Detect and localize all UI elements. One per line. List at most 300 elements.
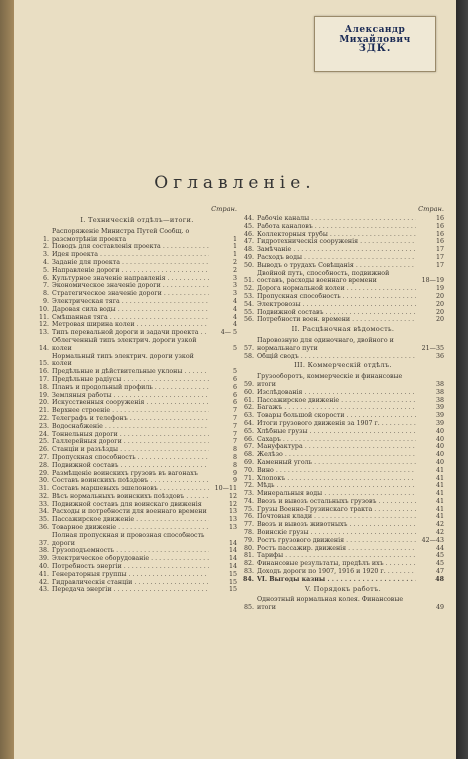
toc-entry-number: 80. (243, 544, 254, 552)
page-title: Оглавленіе. (154, 173, 316, 193)
toc-entry-number: 17. (38, 375, 49, 383)
toc-entry-number: 28. (38, 461, 49, 469)
toc-entry (242, 389, 444, 397)
toc-entry-number: 79. (243, 536, 254, 544)
toc-entry (242, 596, 444, 612)
toc-entry-page: 3 (232, 282, 237, 290)
toc-entry-page: 2 (232, 258, 237, 266)
toc-entry (242, 254, 444, 262)
toc-entry-number: 81. (243, 552, 254, 560)
toc-entry-title: Потребности воен. времени . . . (257, 316, 416, 324)
toc-entry (37, 353, 237, 369)
toc-entry-title: Тоннельныя дороги . . . (52, 431, 209, 439)
toc-list-right-a (242, 215, 444, 324)
toc-entry-number: 18. (38, 383, 49, 391)
toc-entry-page: 15 (228, 570, 237, 578)
toc-entry-title: Верхнее строеніе . . . (52, 407, 209, 415)
toc-entry-title: Пассажирское движеніе . . . (257, 397, 416, 405)
toc-entry-title: Предѣльные и дѣйствительные уклоны . . . (52, 368, 209, 376)
toc-entry-title: Коллекторныя трубы . . . (257, 231, 416, 239)
toc-entry-page: 42 (435, 521, 444, 529)
toc-entry-page: 38 (435, 388, 444, 396)
toc-entry-page: 39 (435, 419, 444, 427)
toc-entry-number: 16. (38, 368, 49, 376)
toc-entry-title: Стратегическое значеніе дороги . . . (52, 290, 209, 298)
toc-entry-number: 9. (42, 297, 49, 305)
toc-entry (37, 477, 237, 485)
toc-entry (37, 368, 237, 376)
toc-entry-number: 15. (38, 360, 49, 368)
toc-entry-number: 14. (38, 344, 49, 352)
toc-entry-number: 11. (38, 313, 49, 321)
toc-entry-page: 13 (228, 508, 237, 516)
toc-entry-page: 18—19 (421, 277, 444, 285)
toc-entry-page: 7 (232, 414, 237, 422)
toc-entry (242, 428, 444, 436)
toc-entry-title: Идея проекта . . . (52, 251, 209, 259)
toc-entry-title: Передача энергіи . . . (52, 586, 209, 594)
toc-entry-number: 78. (243, 529, 254, 537)
toc-entry-title: Работа каналовъ . . . (257, 223, 416, 231)
toc-entry-title: Телеграфъ и телефонъ . . . (52, 415, 209, 423)
toc-entry-number: 38. (38, 547, 49, 555)
toc-entry (242, 467, 444, 475)
toc-entry-number: 2. (42, 243, 49, 251)
toc-entry (37, 298, 237, 306)
toc-entry-page: 7 (232, 430, 237, 438)
toc-entry-title: Грузоподъемность . . . (52, 547, 209, 555)
toc-entry-number: 74. (243, 497, 254, 505)
toc-entry (37, 415, 237, 423)
toc-entry-title: Каменный уголь . . . (257, 459, 416, 467)
toc-entry-page: 38 (435, 396, 444, 404)
toc-entry-title: Выводъ о трудахъ Совѣщанія . . . (257, 262, 416, 270)
toc-entry-number: 62. (243, 404, 254, 412)
toc-entry-page: 48 (435, 575, 444, 583)
toc-entry-title: Ростъ грузового движенія . . . (257, 537, 416, 545)
toc-entry (242, 373, 444, 389)
toc-entry (242, 451, 444, 459)
toc-entry (242, 262, 444, 270)
toc-entry (242, 246, 444, 254)
toc-entry-number: 46. (243, 230, 254, 238)
toc-entry-title: Подвижной составъ . . . (257, 309, 416, 317)
toc-entry-page: 20 (435, 316, 444, 324)
toc-entry (37, 290, 237, 298)
toc-column-right (242, 206, 444, 612)
toc-entry-title: Вино . . . (257, 467, 416, 475)
toc-entry-number: 55. (243, 308, 254, 316)
toc-entry (37, 392, 237, 400)
toc-entry-page: 44 (435, 544, 444, 552)
toc-entry (242, 529, 444, 537)
toc-entry-title: Нормальный типъ электрич. дороги узкой колеи (52, 352, 194, 368)
toc-entry-number: 68. (243, 451, 254, 459)
toc-entry-title: Электровозы . . . (257, 301, 416, 309)
toc-entry-number: 12. (38, 321, 49, 329)
book-spine (0, 0, 14, 759)
toc-entry (37, 508, 237, 516)
toc-entry (37, 438, 237, 446)
toc-entry-title: Галлерейныя дороги . . . (52, 438, 209, 446)
toc-entry-title: Замѣчаніе . . . (257, 246, 416, 254)
toc-entry-number: 54. (243, 300, 254, 308)
toc-entry-title: Даровая сила воды . . . (52, 306, 209, 314)
library-label-line2: ЗДК. (358, 43, 392, 54)
toc-entry (37, 423, 237, 431)
toc-entry-number: 7. (42, 282, 49, 290)
toc-entry-page: 21—35 (421, 344, 444, 352)
toc-entry (37, 485, 237, 493)
toc-entry-page: 14 (228, 555, 237, 563)
toc-entry-number: 39. (38, 555, 49, 563)
toc-entry (242, 397, 444, 405)
toc-entry (37, 337, 237, 353)
toc-entry-page: 8 (232, 461, 237, 469)
toc-entry-title: Распоряженіе Министра Путей Сообщ. о разсмотрѣніи проекта (52, 227, 190, 243)
toc-entry-page: 38 (435, 380, 444, 388)
toc-entry-title: Минеральныя воды . . . (257, 490, 416, 498)
toc-entry-number: 45. (243, 222, 254, 230)
toc-entry (37, 446, 237, 454)
toc-entry-title: Подвижной составъ . . . (52, 462, 209, 470)
toc-entry (242, 537, 444, 545)
toc-entry-page: 6 (232, 375, 237, 383)
toc-entry-page: 8 (232, 453, 237, 461)
toc-entry-page: 6 (232, 383, 237, 391)
toc-entry (37, 532, 237, 548)
toc-entry-number: 3. (42, 251, 49, 259)
toc-entry-page: 45 (435, 552, 444, 560)
toc-entry-title: Заданіе для проекта . . . (52, 259, 209, 267)
toc-entry-page: 7 (232, 407, 237, 415)
toc-entry-page: 2 (232, 266, 237, 274)
toc-entry (242, 270, 444, 286)
toc-entry (37, 306, 237, 314)
toc-entry-title: Водоснабженіе . . . (52, 423, 209, 431)
toc-entry-page: 40 (435, 435, 444, 443)
toc-entry-title: Доходъ дороги по 1907, 1916 и 1920 г. . . . (257, 568, 416, 576)
toc-entry (242, 498, 444, 506)
toc-entry-title: Грузы Военно-Грузинскаго тракта . . . (257, 506, 416, 514)
toc-entry-title: Размѣщеніе воинскихъ грузовъ въ вагонахъ (52, 469, 198, 477)
toc-entry-page: 15 (228, 578, 237, 586)
toc-entry-page: 4 (232, 321, 237, 329)
toc-entry-title: Почтовыя клади . . . (257, 513, 416, 521)
toc-entry-page: 14 (228, 547, 237, 555)
section-heading: I. Техническій отдѣлъ—итоги. (80, 216, 194, 224)
toc-entry (37, 579, 237, 587)
toc-entry-page: 40 (435, 458, 444, 466)
toc-entry-page: 41 (435, 513, 444, 521)
toc-entry-number: 83. (243, 568, 254, 576)
toc-entry-title: Ростъ пассажир. движенія . . . (257, 545, 416, 553)
toc-entry-number: 13. (38, 329, 49, 337)
toc-entry-title: Типъ перевальной дороги и задачи проекта . . . (52, 329, 209, 337)
toc-entry-page: 39 (435, 404, 444, 412)
toc-entry-page: 17 (435, 261, 444, 269)
toc-entry (242, 316, 444, 324)
toc-entry-page: 9 (232, 469, 237, 477)
toc-entry-number: 66. (243, 435, 254, 443)
toc-entry-page: 7 (232, 438, 237, 446)
toc-entry (37, 259, 237, 267)
page (14, 0, 456, 759)
toc-entry (37, 431, 237, 439)
toc-entry-number: 10. (38, 305, 49, 313)
toc-entry-number: 30. (38, 477, 49, 485)
toc-entry (242, 545, 444, 553)
toc-entry-number: 34. (38, 508, 49, 516)
toc-entry-page: 17 (435, 253, 444, 261)
toc-entry (37, 407, 237, 415)
toc-entry-number: 49. (243, 253, 254, 261)
toc-entry-number: 32. (38, 492, 49, 500)
toc-entry-page: 12 (228, 492, 237, 500)
toc-entry (37, 243, 237, 251)
toc-entry-number: 65. (243, 427, 254, 435)
toc-entry-number: 44. (243, 215, 254, 222)
toc-entry (37, 462, 237, 470)
toc-entry-title: Вѣсъ нормальныхъ воинскихъ поѣздовъ . . . (52, 493, 209, 501)
toc-entry-number: 5. (42, 266, 49, 274)
toc-entry (242, 231, 444, 239)
toc-entry-title: Генераторныя группы . . . (52, 571, 209, 579)
toc-entry-title: Смѣшанная тяга . . . (52, 314, 209, 322)
book-edge (456, 0, 468, 759)
toc-entry-page: 47 (435, 568, 444, 576)
toc-entry-number: 26. (38, 446, 49, 454)
toc-entry (242, 309, 444, 317)
toc-entry-title: VI. Выгоды казны . . . (257, 576, 416, 584)
toc-entry-page: 36 (435, 352, 444, 360)
toc-entry-number: 77. (243, 521, 254, 529)
toc-entry-number: 56. (243, 316, 254, 324)
toc-entry-title: Изслѣдованія . . . (257, 389, 416, 397)
toc-entry-page: 15 (228, 586, 237, 594)
toc-entry (242, 223, 444, 231)
toc-entry-number: 51. (243, 277, 254, 285)
toc-entry-page: 20 (435, 308, 444, 316)
toc-column-left (37, 206, 237, 594)
toc-entry-number: 61. (243, 396, 254, 404)
toc-entry-page: 9 (232, 477, 237, 485)
toc-entry-title: Итоги грузового движенія за 1907 г. . . . (257, 420, 416, 428)
toc-entry-title: Гидротехническія сооруженія . . . (257, 238, 416, 246)
toc-entry-page: 6 (232, 399, 237, 407)
toc-entry (37, 501, 237, 509)
toc-entry-page: 4— 5 (220, 329, 237, 337)
toc-entry-number: 37. (38, 539, 49, 547)
library-label (314, 16, 436, 72)
toc-entry (37, 586, 237, 594)
toc-entry-number: 41. (38, 570, 49, 578)
toc-entry-number: 69. (243, 458, 254, 466)
toc-entry-title: Электрическая тяга . . . (52, 298, 209, 306)
toc-entry-number: 8. (42, 290, 49, 298)
section-heading: II. Расцѣночная вѣдомость. (291, 325, 395, 334)
toc-entry-number: 82. (243, 560, 254, 568)
toc-entry-title: Товарное движеніе . . . (52, 524, 209, 532)
toc-entry-title: Предѣльные радіусы . . . (52, 376, 209, 384)
toc-entry-title: Хлѣбные грузы . . . (257, 428, 416, 436)
toc-list-right-b (242, 337, 444, 360)
toc-entry-number: 64. (243, 419, 254, 427)
toc-entry-page: 1 (232, 243, 237, 251)
page-column-header: Стран. (418, 205, 444, 213)
toc-entry-title: Расходы и потребности для военнаго времени (52, 508, 207, 516)
toc-entry (242, 404, 444, 412)
toc-entry-number: 75. (243, 505, 254, 513)
toc-entry-title: Планъ и продольный профиль . . . (52, 384, 209, 392)
toc-entry (242, 436, 444, 444)
toc-entry-title: Метровая ширина колеи . . . (52, 321, 209, 329)
toc-entry-title: Подвижной составъ для воинскаго движенія (52, 500, 202, 508)
toc-entry (242, 490, 444, 498)
toc-entry-number: 76. (243, 513, 254, 521)
toc-entry-number: 4. (42, 258, 49, 266)
toc-entry-title: Потребность энергіи . . . (52, 563, 209, 571)
toc-entry-number: 52. (243, 285, 254, 293)
toc-entry-page: 45 (435, 560, 444, 568)
toc-entry-title: Полная пропускная и провозная способность дороги (52, 531, 205, 547)
toc-entry-number: 29. (38, 469, 49, 477)
toc-entry (37, 321, 237, 329)
toc-entry-title: Хлопокъ . . . (257, 475, 416, 483)
toc-entry-page: 16 (435, 215, 444, 222)
toc-entry-page: 16 (435, 222, 444, 230)
toc-entry-title: Пропускная способность . . . (52, 454, 209, 462)
toc-entry-page: 4 (232, 305, 237, 313)
toc-entry-number: 36. (38, 524, 49, 532)
toc-entry (37, 454, 237, 462)
toc-entry-number: 60. (243, 388, 254, 396)
toc-entry (242, 513, 444, 521)
toc-entry (37, 228, 237, 244)
toc-entry-title: Расходъ воды . . . (257, 254, 416, 262)
toc-entry-number: 25. (38, 438, 49, 446)
toc-entry-number: 22. (38, 414, 49, 422)
toc-entry-title: Финансовые результаты, предѣлъ ихъ . . . (257, 560, 416, 568)
toc-entry (242, 293, 444, 301)
toc-entry-title: Сахаръ . . . (257, 436, 416, 444)
toc-entry-number: 6. (42, 274, 49, 282)
toc-entry-number: 21. (38, 407, 49, 415)
toc-entry-number: 40. (38, 563, 49, 571)
toc-entry-number: 47. (243, 238, 254, 246)
toc-entry-page: 20 (435, 300, 444, 308)
toc-entry (37, 516, 237, 524)
toc-entry-title: Станціи и разъѣзды . . . (52, 446, 209, 454)
toc-entry-page: 6 (232, 391, 237, 399)
toc-entry-title: Рабочіе каналы . . . (257, 215, 416, 223)
toc-entry (37, 547, 237, 555)
toc-entry-page: 39 (435, 412, 444, 420)
toc-entry (242, 301, 444, 309)
toc-list-left (37, 228, 237, 594)
toc-entry-page: 41 (435, 497, 444, 505)
toc-entry (242, 215, 444, 223)
toc-entry-page: 16 (435, 230, 444, 238)
toc-entry-page: 14 (228, 563, 237, 571)
toc-entry-number: 73. (243, 490, 254, 498)
toc-entry-page: 5 (232, 344, 237, 352)
toc-entry-title: Общій сводъ . . . (257, 353, 416, 361)
toc-entry-number: 27. (38, 453, 49, 461)
toc-entry-number: 48. (243, 246, 254, 254)
toc-entry-number: 42. (38, 578, 49, 586)
toc-entry-page: 7 (232, 422, 237, 430)
toc-entry-number: 1. (42, 235, 49, 243)
toc-entry-page: 1 (232, 235, 237, 243)
toc-entry-page: 40 (435, 427, 444, 435)
toc-entry-title: Направленіе дороги . . . (52, 267, 209, 275)
toc-entry-title: Составъ маршевыхъ эшелоновъ . . . (52, 485, 209, 493)
toc-entry-number: 20. (38, 399, 49, 407)
toc-entry-title: Двойной путь, способность, подвижной составъ, расходы военнаго времени (257, 269, 390, 285)
toc-entry (242, 353, 444, 361)
toc-entry-number: 50. (243, 261, 254, 269)
toc-entry-page: 20 (435, 292, 444, 300)
toc-entry (242, 443, 444, 451)
toc-entry-number: 70. (243, 466, 254, 474)
toc-entry (37, 524, 237, 532)
toc-entry-number: 19. (38, 391, 49, 399)
toc-entry-number: 58. (243, 352, 254, 360)
toc-entry-title: Дорога нормальной колеи . . . (257, 285, 416, 293)
toc-entry (242, 552, 444, 560)
toc-entry-title: Паровозную для одиночнаго, двойного и нормальнаго пути (257, 336, 394, 352)
toc-entry-number: 84. (243, 575, 254, 583)
toc-list-right-c (242, 373, 444, 584)
toc-entry (37, 470, 237, 478)
toc-entry-number: 43. (38, 586, 49, 594)
toc-entry-page: 13 (228, 516, 237, 524)
toc-entry-title: Пропускная способность . . . (257, 293, 416, 301)
toc-entry-number: 71. (243, 474, 254, 482)
toc-entry-page: 4 (232, 297, 237, 305)
toc-entry-title: Мѣдь . . . (257, 482, 416, 490)
toc-entry-title: Багажъ . . . (257, 404, 416, 412)
toc-entry-title: Культурное значеніе направленія . . . (52, 275, 209, 283)
library-label-line1: Александр Михайлович (339, 25, 411, 45)
toc-entry (242, 238, 444, 246)
toc-entry (37, 399, 237, 407)
toc-entry (37, 275, 237, 283)
toc-entry-page: 40 (435, 443, 444, 451)
toc-entry-page: 10—11 (214, 485, 237, 493)
toc-entry-number: 35. (38, 516, 49, 524)
toc-entry-title: Ввозъ и вывозъ остальныхъ грузовъ . . . (257, 498, 416, 506)
toc-entry-page: 19 (435, 285, 444, 293)
toc-entry-number: 31. (38, 485, 49, 493)
toc-entry (242, 285, 444, 293)
toc-entry-number: 24. (38, 430, 49, 438)
toc-entry-page: 8 (232, 446, 237, 454)
toc-entry (37, 251, 237, 259)
toc-entry (242, 337, 444, 353)
toc-entry-title: Желѣзо . . . (257, 451, 416, 459)
toc-entry-title: Облегченный типъ электрич. дороги узкой колеи (52, 336, 197, 352)
toc-entry (37, 384, 237, 392)
toc-entry-page: 17 (435, 246, 444, 254)
section-heading: III. Коммерческій отдѣлъ. (294, 361, 392, 370)
toc-entry-page: 4 (232, 313, 237, 321)
toc-entry-title: Искусственныя сооруженія . . . (52, 399, 209, 407)
toc-entry-title: Ввозъ и вывозъ животныхъ . . . (257, 521, 416, 529)
toc-entry (242, 412, 444, 420)
toc-entry-title: Гидравлическія станціи . . . (52, 579, 209, 587)
